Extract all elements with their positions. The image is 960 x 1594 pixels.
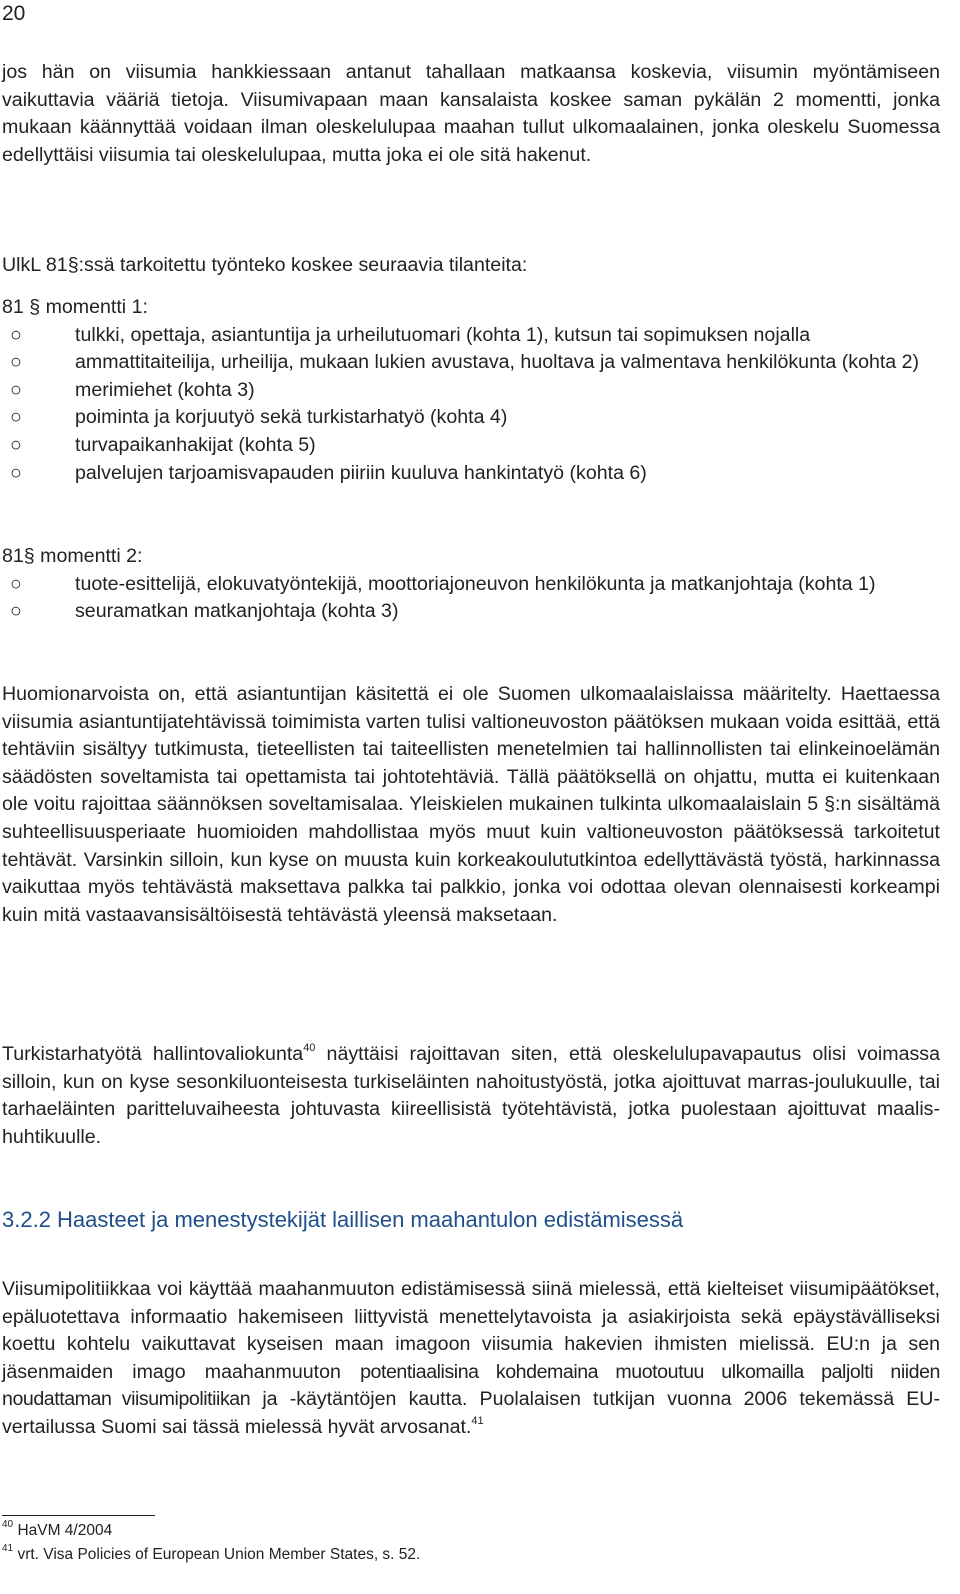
paragraph-expert-definition: Huomionarvoista on, että asiantuntijan käsitettä ei ole Suomen ulkomaalaislaissa määritelty. Haettaessa viisumia asiantuntijatehtävissä toimimista varten tulisi valtioneuvoston päätöksen mukaan voida esittää, että tehtäviin sisältyy tutkimusta, tieteellisten tai taiteellisten menetelmien tai hallinnollisten tai elinkeinoelämän säädösten soveltamista tai opettamista tai johtotehtäviä. Tällä päätöksellä on ohjattu, mutta ei kuitenkaan ole voitu rajoittaa säännöksen soveltamisalaa. Yleiskielen mukainen tulkinta ulkomaalaislain 5 §:n sisältämä suhteellisuusperiaate huomioiden mahdollistaa myös muut kuin valtioneuvoston päätöksessä tarkoitetut tehtävät. Varsinkin silloin, kun kyse on muusta kuin korkeakoulututkintoa edellyttävästä työstä, harkinnassa vaikuttaa myös tehtävästä maksettava palkka tai palkkio, jonka voi odottaa olevan olennaisesti korkeampi kuin mitä vastaavansisältöisestä tehtävästä yleensä maksetaan. [2, 683, 940, 926]
bullet-circle-icon: ○ [10, 378, 22, 401]
list-item: ○ tulkki, opettaja, asiantuntija ja urheilutuomari (kohta 1), kutsun tai sopimuksen nojalla [2, 322, 940, 350]
footnote-ref-41[interactable]: 41 [471, 1415, 484, 1428]
moment-2-section [2, 543, 940, 626]
paragraph-fur-farming: Turkistarhatyötä hallintovaliokunta$^{40}$ näyttäisi rajoittavan siten, että oleskelulupavapautus olisi voimassa silloin, kun on kyse sesonkiluonteisesta turkiseläinten nahoitustyöstä, jotka ajoittuvat marras-joulukuulle, tai tarhaeläinten paritteluvaiheesta johtuvasta kiireellisistä työtehtävistä, jotka puolestaan ajoittuvat maalis-huhtikuulle. [2, 1042, 940, 1148]
moment-1-list [2, 322, 940, 488]
list-item: ○ tuote-esittelijä, elokuvatyöntekijä, moottoriajoneuvon henkilökunta ja matkanjohtaja (kohta 1) [2, 571, 940, 599]
moment-1-label: 81 § momentti 1: [2, 296, 148, 318]
paragraph-visa-refusal: jos hän on viisumia hankkiessaan antanut tahallaan matkaansa koskevia, viisumin myöntämiseen vaikuttavia vääriä tietoja. Viisumivapaan maan kansalaista koskee saman pykälän 2 momentti, jonka mukaan käännyttää voidaan ilman oleskelulupaa maahan tullut ulkomaalainen, jonka oleskelu Suomessa edellyttäisi viisumia tai oleskelulupaa, mutta joka ei ole sitä hakenut. [2, 61, 940, 166]
footnote-41: $^{41}$ vrt. Visa Policies of European Union Member States, s. 52. [2, 1543, 421, 1563]
footnote-ref-40[interactable]: 40 [303, 1042, 316, 1055]
moment-1-section [2, 294, 940, 487]
bullet-circle-icon: ○ [10, 572, 22, 595]
list-item: ○ merimiehet (kohta 3) [2, 377, 940, 405]
bullet-circle-icon: ○ [10, 406, 22, 429]
bullet-circle-icon: ○ [10, 600, 22, 623]
paragraph-work-situations-intro: UlkL 81§:ssä tarkoitettu työnteko koskee seuraavia tilanteita: [2, 254, 528, 276]
footnote-40: $^{40}$ HaVM 4/2004 [2, 1519, 113, 1539]
list-item: ○ ammattitaiteilija, urheilija, mukaan lukien avustava, huoltava ja valmentava henkilökunta (kohta 2) [2, 349, 940, 377]
footnote-separator [2, 1515, 155, 1516]
paragraph-visa-policy: Viisumipolitiikkaa voi käyttää maahanmuuton edistämisessä siinä mielessä, että kielteiset viisumipäätökset, epäluotettava informaatio hakemiseen liittyvistä menettelytavoista ja asiakirjoista sekä epäystävälliseksi koettu kohtelu vaikuttavat kyseisen maan imagoon viisumia hakevien ihmisten mielissä. EU:n ja sen jäsenmaiden imago maahanmuuton potentiaalisina kohdemaina muotoutuu ulkomailla paljolti niiden noudattaman viisumipolitiikan ja -käytäntöjen kautta. Puolalaisen tutkijan vuonna 2006 tekemässä EU-vertailussa Suomi sai tässä mielessä hyvät arvosanat.$^{41}$ [2, 1278, 940, 1438]
moment-2-label: 81§ momentti 2: [2, 545, 143, 567]
bullet-circle-icon: ○ [10, 433, 22, 456]
list-item: ○ seuramatkan matkanjohtaja (kohta 3) [2, 598, 940, 626]
bullet-circle-icon: ○ [10, 461, 22, 484]
moment-2-list [2, 571, 940, 626]
list-item: ○ palvelujen tarjoamisvapauden piiriin kuuluva hankintatyö (kohta 6) [2, 460, 940, 488]
section-heading: 3.2.2 Haasteet ja menestystekijät laillisen maahantulon edistämisessä [2, 1207, 684, 1232]
list-item: ○ poiminta ja korjuutyö sekä turkistarhatyö (kohta 4) [2, 404, 940, 432]
bullet-circle-icon: ○ [10, 323, 22, 346]
page-number: 20 [2, 2, 26, 25]
bullet-circle-icon: ○ [10, 351, 22, 374]
list-item: ○ turvapaikanhakijat (kohta 5) [2, 432, 940, 460]
